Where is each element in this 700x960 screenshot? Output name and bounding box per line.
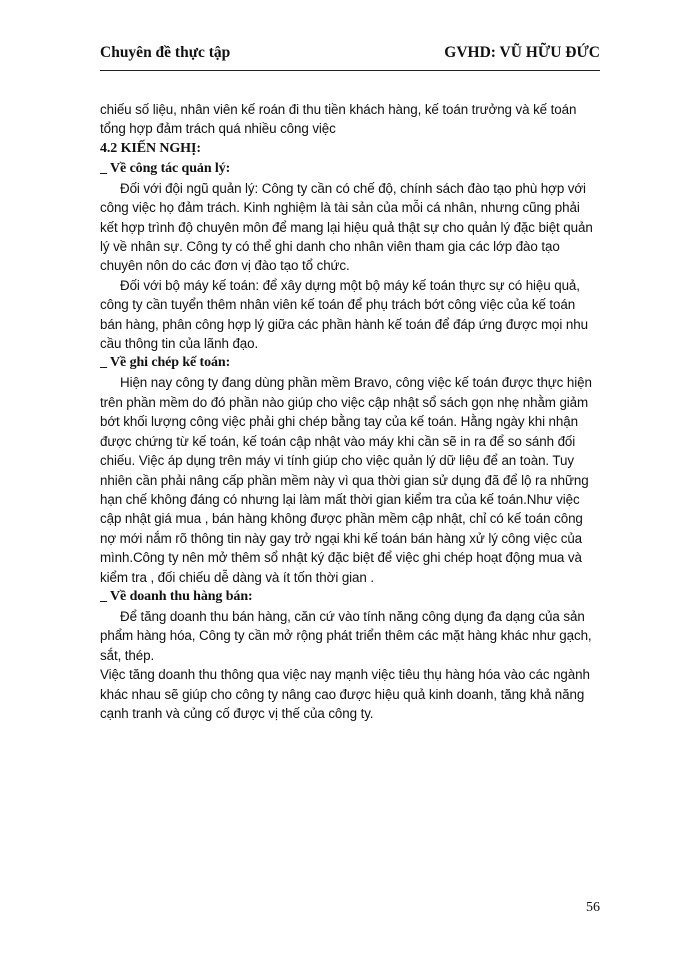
subsection-heading-management: _ Về công tác quản lý: <box>100 160 231 176</box>
subsection-heading-revenue: _ Về doanh thu hàng bán: <box>100 588 253 604</box>
subsection-heading-bookkeeping: _ Về ghi chép kế toán: <box>100 355 231 371</box>
page-number: 56 <box>586 900 600 915</box>
document-body <box>100 100 600 723</box>
page-header <box>100 44 600 70</box>
paragraph-management-staff: Đối với đội ngũ quản lý: Công ty cần có chế độ, chính sách đào tạo phù hợp với công việc họ đảm trách. Kinh nghiệm là tài sản của mỗi cá nhân, nhưng cũng phải kết hợp trình độ chuyên môn để mang lại hiệu quả thật sự cho quản lý đặc biệt quản lý về nhân sự. Công ty có thể ghi danh cho nhân viên tham gia các lớp đào tạo chuyên nôn do các đơn vị đào tạo tổ chức. <box>100 180 593 274</box>
section-title: 4.2 KIẾN NGHỊ: <box>100 140 201 156</box>
header-divider <box>100 70 600 71</box>
paragraph-accounting-apparatus: Đối với bộ máy kế toán: để xây dựng một bộ máy kế toán thực sự có hiệu quả, công ty cần tuyển thêm nhân viên kế toán để phụ trách bớt công việc của kế toán bán hàng, phân công hợp lý giữa các phần hành kế toán để đáp ứng được mọi nhu cầu thông tin của lãnh đạo. <box>100 277 588 352</box>
closing-paragraph: Việc tăng doanh thu thông qua việc nay mạnh việc tiêu thụ hàng hóa vào các ngành khác nhau sẽ giúp cho công ty nâng cao được hiệu quả kinh doanh, tăng khả năng cạnh tranh và củng cố được vị thế của công ty. <box>100 667 590 721</box>
intro-paragraph: chiếu số liệu, nhân viên kế roán đi thu tiền khách hàng, kế toán trưởng và kế toán tổng hợp đảm trách quá nhiều công việc <box>100 102 577 137</box>
header-advisor: GVHD: VŨ HỮU ĐỨC <box>444 44 600 61</box>
paragraph-revenue: Để tăng doanh thu bán hàng, căn cứ vào tính năng công dụng đa dạng của sản phẩm hàng hóa, Công ty cần mở rộng phát triển thêm các mặt hàng khác như gạch, sắt, thép. <box>100 608 592 663</box>
header-title: Chuyên đề thực tập <box>100 44 231 61</box>
paragraph-bookkeeping: Hiện nay công ty đang dùng phần mềm Bravo, công việc kế toán được thực hiện trên phần mềm do đó phần nào giúp cho việc cập nhật sổ sách gọn nhẹ nhằm giảm bớt khối lượng công việc phải ghi chép bằng tay của kế toán. Hằng ngày khi nhận được chứng từ kế toán, kế toán cập nhật vào máy khi cần sẽ in ra để so sánh đối chiếu. Việc áp dụng trên máy vi tính giúp cho việc quản lý dữ liệu để an toàn. Tuy nhiên cần phải nâng cấp phần mềm này vì qua thời gian sử dụng đã để lộ ra những hạn chế không đáng có nhưng lại làm mất thời gian kiểm tra của kế toán.Như việc cập nhật giá mua , bán hàng không được phần mềm cập nhật, chỉ có kế toán công nợ mới nắm rõ thông tin này gay trở ngại khi kế toán bán hàng xử lý công việc của mình.Công ty nên mở thêm sổ nhật ký đặc biệt để việc ghi chép hoạt động mua và kiểm tra , đối chiếu dễ dàng và ít tốn thời gian . <box>100 375 592 585</box>
